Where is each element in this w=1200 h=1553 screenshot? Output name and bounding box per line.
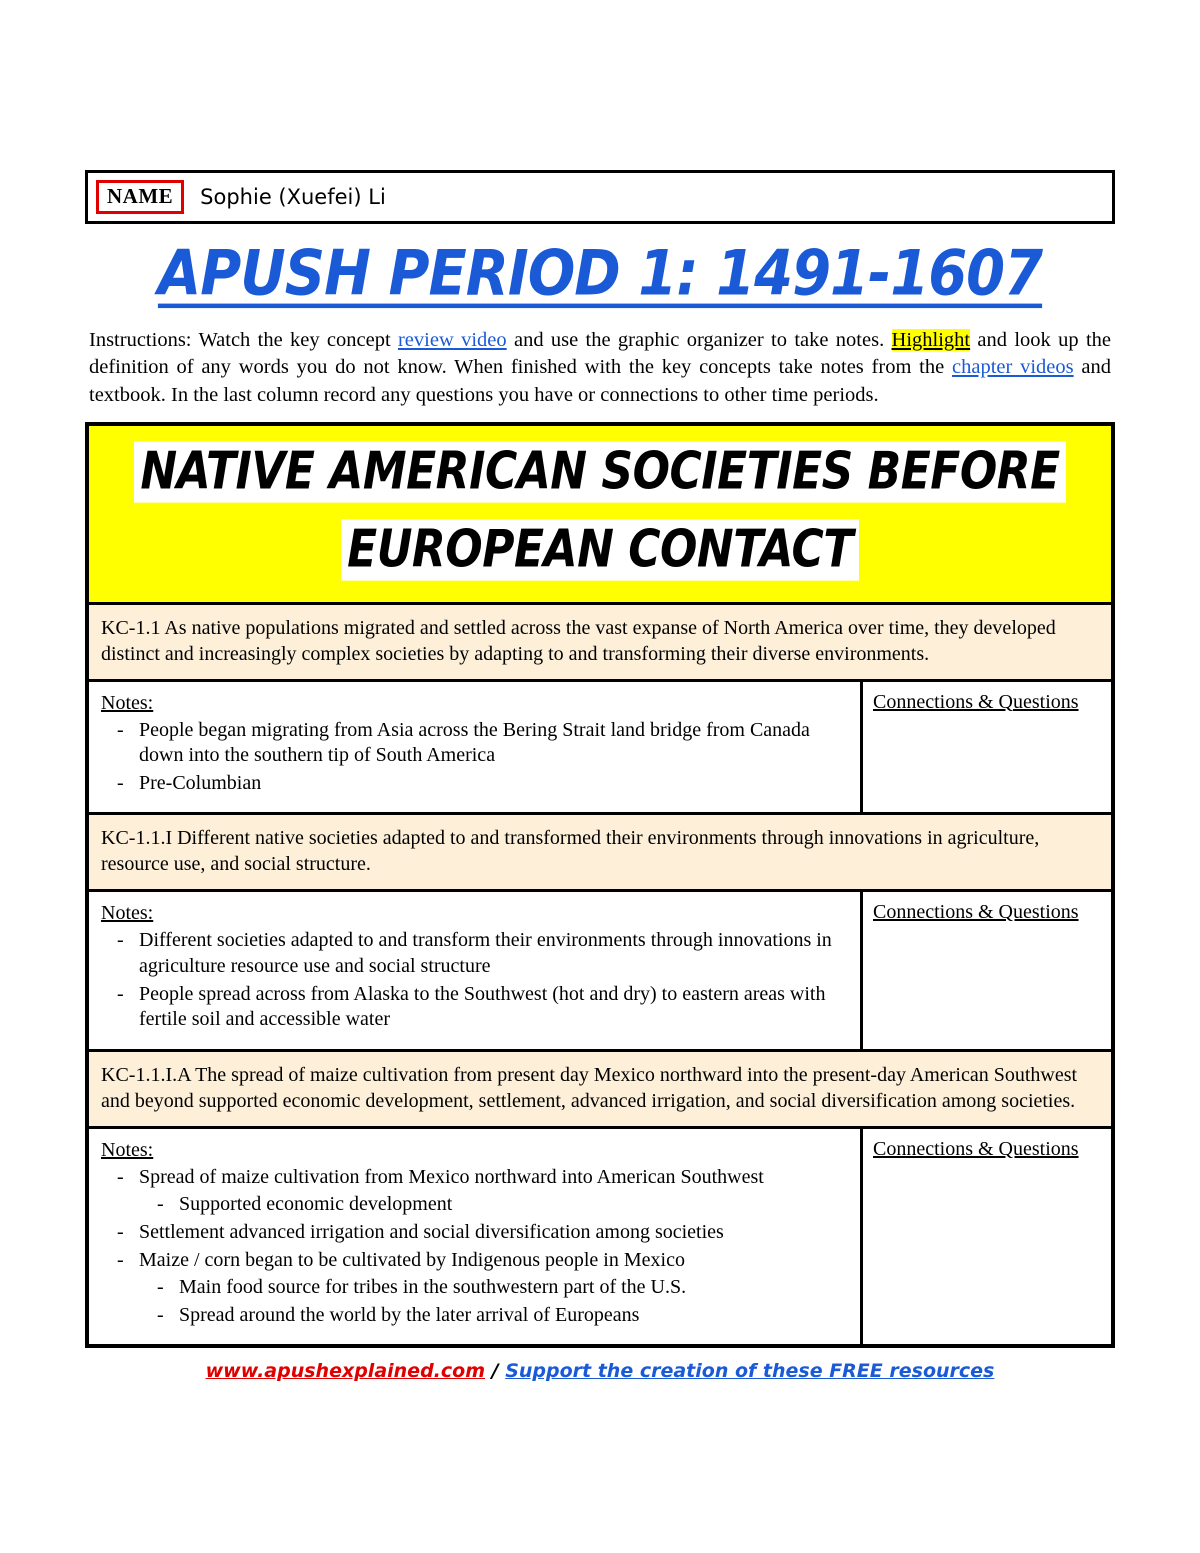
instructions-part-2: and use the graphic organizer to take notes. — [506, 328, 892, 351]
list-item — [139, 928, 848, 979]
notes-label: Notes: — [101, 902, 154, 925]
key-concept-text: KC-1.1.I.A The spread of maize cultivation from present day Mexico northward into the present-day American Southwest and beyond supported economic development, settlement, advanced irrigation, and social diversification among societies. — [101, 1063, 1078, 1112]
note-text: Different societies adapted to and transform their environments through innovations in agriculture resource use and social structure — [139, 929, 832, 977]
note-subtext: Main food source for tribes in the southwestern part of the U.S. — [179, 1276, 687, 1299]
list-item — [179, 1303, 848, 1329]
notes-row — [89, 679, 1111, 813]
note-text: People began migrating from Asia across the Bering Strait land bridge from Canada down into the southern tip of South America — [139, 718, 810, 767]
notes-list — [101, 718, 848, 797]
graphic-organizer-table — [85, 422, 1115, 1349]
topic-banner-line-2: EUROPEAN CONTACT — [341, 519, 859, 580]
topic-banner-line-1: NATIVE AMERICAN SOCIETIES BEFORE — [134, 441, 1065, 502]
instructions-part-4: and textbook. In the last column record any questions you have or connections to other time periods. — [89, 356, 1111, 407]
note-text: Settlement advanced irrigation and social diversification among societies — [139, 1220, 724, 1243]
topic-banner — [89, 426, 1111, 602]
name-label: NAME — [96, 180, 184, 213]
list-item — [139, 982, 848, 1033]
footer — [85, 1360, 1115, 1382]
connections-label: Connections & Questions — [873, 1137, 1079, 1160]
note-text: People spread across from Alaska to the Southwest (hot and dry) to eastern areas with fertile soil and accessible water — [139, 982, 826, 1031]
note-sublist — [139, 1275, 848, 1328]
list-item — [139, 771, 848, 797]
note-sublist — [139, 1192, 848, 1218]
key-concept-row — [89, 602, 1111, 679]
instructions-paragraph — [85, 327, 1115, 410]
note-subtext: Spread around the world by the later arrival of Europeans — [179, 1303, 640, 1326]
note-subtext: Supported economic development — [179, 1193, 453, 1216]
instructions-part-1: Instructions: Watch the key concept — [89, 328, 398, 351]
website-link[interactable]: www.apushexplained.com — [205, 1360, 486, 1383]
student-name-value: Sophie (Xuefei) Li — [200, 185, 386, 209]
list-item — [179, 1192, 848, 1218]
notes-cell[interactable] — [89, 892, 863, 1048]
highlight-word: Highlight — [891, 328, 971, 351]
notes-row — [89, 1126, 1111, 1345]
connections-cell[interactable] — [863, 1129, 1111, 1345]
notes-label: Notes: — [101, 1138, 154, 1161]
list-item — [139, 718, 848, 769]
page-title: APUSH PERIOD 1: 1491-1607 — [157, 237, 1043, 311]
connections-label: Connections & Questions — [873, 901, 1079, 924]
list-item — [139, 1220, 848, 1246]
note-text: Pre-Columbian — [139, 771, 262, 794]
notes-list — [101, 928, 848, 1032]
notes-row — [89, 889, 1111, 1048]
chapter-videos-link[interactable]: chapter videos — [952, 356, 1074, 379]
footer-separator: / — [485, 1360, 506, 1383]
notes-list — [101, 1165, 848, 1329]
key-concept-row — [89, 812, 1111, 889]
worksheet-body — [85, 170, 1115, 1382]
notes-cell[interactable] — [89, 682, 863, 813]
list-item — [139, 1248, 848, 1329]
note-text: Spread of maize cultivation from Mexico northward into American Southwest — [139, 1165, 764, 1188]
name-bar — [85, 170, 1115, 224]
connections-cell[interactable] — [863, 892, 1111, 1048]
support-link[interactable]: Support the creation of these FREE resources — [505, 1360, 995, 1383]
notes-cell[interactable] — [89, 1129, 863, 1345]
key-concept-text: KC-1.1.I Different native societies adapted to and transformed their environments through innovations in agriculture, resource use, and social structure. — [101, 827, 1040, 876]
key-concept-text: KC-1.1 As native populations migrated and settled across the vast expanse of North America over time, they developed distinct and increasingly complex societies by adapting to and transforming their diverse environments. — [101, 616, 1056, 665]
connections-cell[interactable] — [863, 682, 1111, 813]
connections-label: Connections & Questions — [873, 690, 1079, 713]
list-item — [179, 1275, 848, 1301]
review-video-link[interactable]: review video — [397, 328, 507, 351]
key-concept-row — [89, 1049, 1111, 1126]
notes-label: Notes: — [101, 691, 154, 714]
instructions-part-3: and look up the definition of any words you do not know. When finished with the key concepts take notes from the — [89, 328, 1111, 379]
note-text: Maize / corn began to be cultivated by Indigenous people in Mexico — [139, 1248, 685, 1271]
list-item — [139, 1165, 848, 1218]
